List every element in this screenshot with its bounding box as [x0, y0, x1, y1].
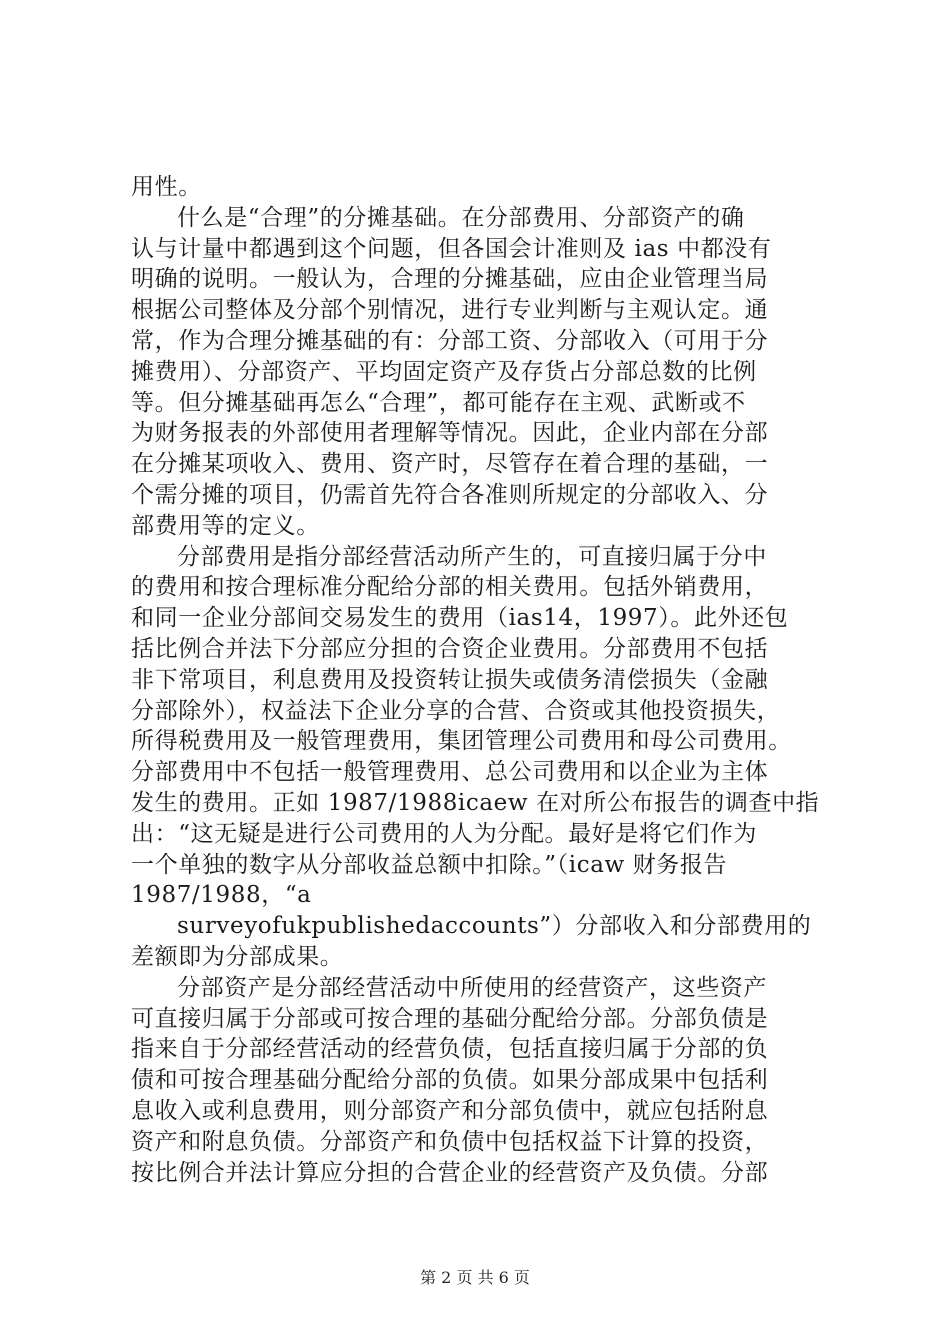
text-line: 在分摊某项收入、费用、资产时，尽管存在着合理的基础，一 — [131, 451, 769, 478]
text-line: 常，作为合理分摊基础的有：分部工资、分部收入（可用于分 — [131, 327, 769, 354]
text-line: 摊费用）、分部资产、平均固定资产及存货占分部总数的比例 — [131, 358, 757, 385]
text-line: 明确的说明。一般认为，合理的分摊基础，应由企业管理当局 — [131, 266, 769, 293]
text-line: 分部费用中不包括一般管理费用、总公司费用和以企业为主体 — [131, 759, 769, 786]
text-line: 个需分摊的项目，仍需首先符合各准则所规定的分部收入、分 — [131, 481, 769, 508]
text-line: 息收入或利息费用，则分部资产和分部负债中，就应包括附息 — [131, 1097, 769, 1124]
text-line: 按比例合并法计算应分担的合营企业的经营资产及负债。分部 — [131, 1159, 769, 1186]
text-line: 发生的费用。正如 1987/1988icaew 在对所公布报告的调查中指 — [131, 789, 820, 816]
text-line: 指来自于分部经营活动的经营负债，包括直接归属于分部的负 — [131, 1036, 769, 1063]
text-line: 的费用和按合理标准分配给分部的相关费用。包括外销费用， — [131, 574, 769, 601]
text-line: 等。但分摊基础再怎么“合理”，都可能存在主观、武断或不 — [131, 389, 746, 416]
text-line: 分部资产是分部经营活动中所使用的经营资产，这些资产 — [177, 974, 767, 1001]
text-line: 什么是“合理”的分摊基础。在分部费用、分部资产的确 — [177, 204, 745, 231]
text-line: 根据公司整体及分部个别情况，进行专业判断与主观认定。通 — [131, 297, 769, 324]
text-line: 一个单独的数字从分部收益总额中扣除。”（icaw 财务报告 — [131, 851, 728, 878]
text-line: 分部除外），权益法下企业分享的合营、合资或其他投资损失， — [131, 697, 781, 724]
document-body — [131, 172, 831, 1188]
text-line: 为财务报表的外部使用者理解等情况。因此，企业内部在分部 — [131, 420, 769, 447]
text-line: 部费用等的定义。 — [131, 512, 320, 539]
text-line: 资产和附息负债。分部资产和负债中包括权益下计算的投资， — [131, 1128, 769, 1155]
text-line: 可直接归属于分部或可按合理的基础分配给分部。分部负债是 — [131, 1005, 769, 1032]
text-line: 所得税费用及一般管理费用，集团管理公司费用和母公司费用。 — [131, 728, 792, 755]
text-line: 差额即为分部成果。 — [131, 943, 344, 970]
text-line: 出：“这无疑是进行公司费用的人为分配。最好是将它们作为 — [131, 820, 757, 847]
text-line: 和同一企业分部间交易发生的费用（ias14，1997）。此外还包 — [131, 605, 789, 632]
text-line: 用性。 — [131, 174, 202, 200]
page-footer: 第 2 页 共 6 页 — [420, 1268, 530, 1287]
text-line: 非下常项目，利息费用及投资转让损失或债务清偿损失（金融 — [131, 666, 769, 693]
text-line: 括比例合并法下分部应分担的合资企业费用。分部费用不包括 — [131, 635, 769, 662]
text-line: 1987/1988，“a — [131, 882, 312, 909]
text-line: surveyofukpublishedaccounts”）分部收入和分部费用的 — [177, 913, 812, 940]
text-line: 债和可按合理基础分配给分部的负债。如果分部成果中包括利 — [131, 1067, 769, 1094]
text-line: 分部费用是指分部经营活动所产生的，可直接归属于分中 — [177, 543, 767, 570]
text-line: 认与计量中都遇到这个问题，但各国会计准则及 ias 中都没有 — [131, 235, 772, 262]
